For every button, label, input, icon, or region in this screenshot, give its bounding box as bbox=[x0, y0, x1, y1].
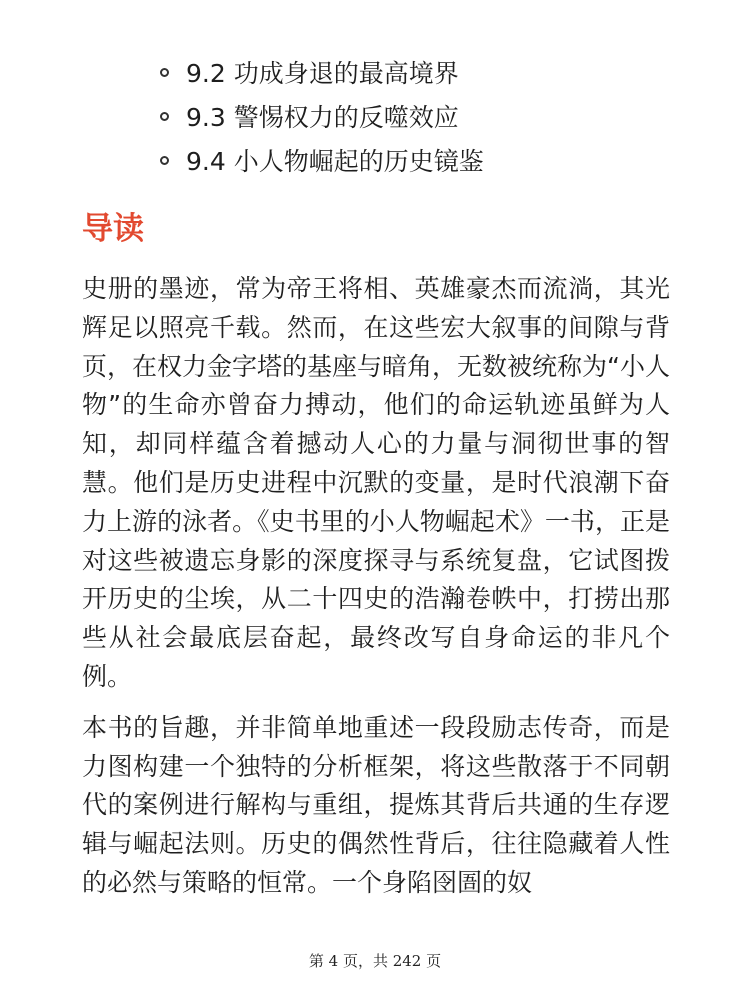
toc-item-label: 9.2 功成身退的最高境界 bbox=[186, 59, 459, 88]
section-body bbox=[82, 270, 670, 915]
page-footer: 第 4 页，共 242 页 bbox=[308, 952, 442, 970]
toc-item-label: 9.4 小人物崛起的历史镜鉴 bbox=[186, 147, 484, 176]
toc-item[interactable] bbox=[160, 50, 720, 94]
hollow-bullet-icon bbox=[160, 112, 169, 121]
section-heading: 导读 bbox=[82, 211, 144, 247]
hollow-bullet-icon bbox=[160, 156, 169, 165]
toc-item[interactable] bbox=[160, 138, 720, 182]
toc-item-label: 9.3 警惕权力的反噬效应 bbox=[186, 103, 459, 132]
body-paragraph: 史册的墨迹，常为帝王将相、英雄豪杰而流淌，其光辉足以照亮千载。然而，在这些宏大叙事的间隙与背页，在权力金字塔的基座与暗角，无数被统称为“小人物”的生命亦曾奋力搏动，他们的命运轨迹虽鲜为人知，却同样蕴含着撼动人心的力量与洞彻世事的智慧。他们是历史进程中沉默的变量，是时代浪潮下奋力上游的泳者。《史书里的小人物崛起术》一书，正是对这些被遗忘身影的深度探寻与系统复盘，它试图拨开历史的尘埃，从二十四史的浩瀚卷帙中，打捞出那些从社会最底层奋起，最终改写自身命运的非凡个例。 bbox=[82, 274, 670, 691]
table-of-contents bbox=[160, 50, 720, 182]
hollow-bullet-icon bbox=[160, 68, 169, 77]
body-paragraph: 本书的旨趣，并非简单地重述一段段励志传奇，而是力图构建一个独特的分析框架，将这些散落于不同朝代的案例进行解构与重组，提炼其背后共通的生存逻辑与崛起法则。历史的偶然性背后，往往隐藏着人性的必然与策略的恒常。一个身陷囹圄的奴 bbox=[82, 712, 670, 897]
toc-item[interactable] bbox=[160, 94, 720, 138]
